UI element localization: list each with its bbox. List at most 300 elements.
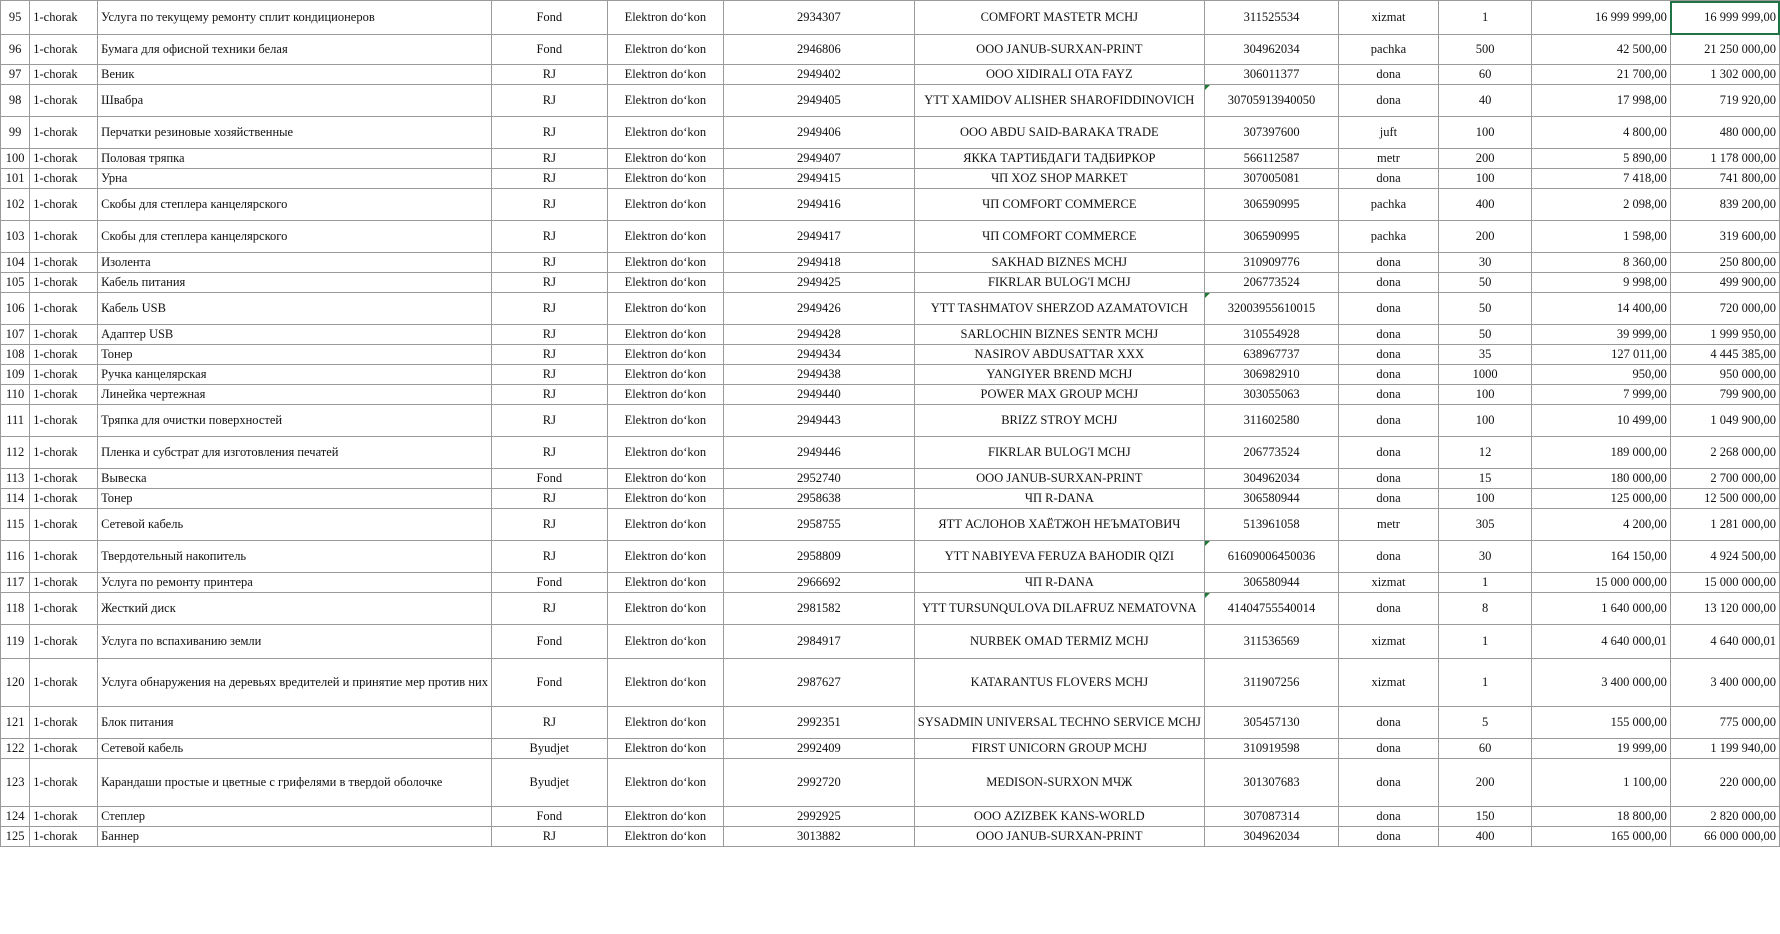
row-number-cell[interactable]: 125	[1, 827, 30, 847]
period-cell[interactable]: 1-chorak	[30, 509, 98, 541]
row-number-cell[interactable]: 95	[1, 1, 30, 35]
supplier-cell[interactable]: FIKRLAR BULOG'I MCHJ	[914, 273, 1204, 293]
tax-id-cell[interactable]: 310919598	[1204, 739, 1338, 759]
item-name-cell[interactable]: Блок питания	[98, 707, 492, 739]
item-name-cell[interactable]: Вывеска	[98, 469, 492, 489]
quantity-cell[interactable]: 100	[1438, 385, 1532, 405]
unit-price-cell[interactable]: 7 418,00	[1532, 169, 1671, 189]
contract-number-cell[interactable]: 2984917	[724, 625, 915, 659]
row-number-cell[interactable]: 106	[1, 293, 30, 325]
row-number-cell[interactable]: 119	[1, 625, 30, 659]
contract-number-cell[interactable]: 2949416	[724, 189, 915, 221]
procurement-method-cell[interactable]: Elektron do‘kon	[607, 489, 723, 509]
row-number-cell[interactable]: 107	[1, 325, 30, 345]
row-number-cell[interactable]: 105	[1, 273, 30, 293]
supplier-cell[interactable]: KATARANTUS FLOVERS MCHJ	[914, 659, 1204, 707]
contract-number-cell[interactable]: 2949425	[724, 273, 915, 293]
quantity-cell[interactable]: 12	[1438, 437, 1532, 469]
procurement-method-cell[interactable]: Elektron do‘kon	[607, 707, 723, 739]
procurement-method-cell[interactable]: Elektron do‘kon	[607, 221, 723, 253]
item-name-cell[interactable]: Жесткий диск	[98, 593, 492, 625]
total-amount-cell[interactable]: 1 281 000,00	[1670, 509, 1779, 541]
tax-id-cell[interactable]: 310909776	[1204, 253, 1338, 273]
funding-source-cell[interactable]: RJ	[491, 65, 607, 85]
unit-cell[interactable]: dona	[1339, 85, 1439, 117]
period-cell[interactable]: 1-chorak	[30, 189, 98, 221]
procurement-method-cell[interactable]: Elektron do‘kon	[607, 593, 723, 625]
period-cell[interactable]: 1-chorak	[30, 659, 98, 707]
contract-number-cell[interactable]: 2992351	[724, 707, 915, 739]
supplier-cell[interactable]: YANGIYER BREND MCHJ	[914, 365, 1204, 385]
contract-number-cell[interactable]: 2949446	[724, 437, 915, 469]
supplier-cell[interactable]: YTT XAMIDOV ALISHER SHAROFIDDINOVICH	[914, 85, 1204, 117]
unit-price-cell[interactable]: 4 800,00	[1532, 117, 1671, 149]
contract-number-cell[interactable]: 2946806	[724, 35, 915, 65]
tax-id-cell[interactable]: 311525534	[1204, 1, 1338, 35]
period-cell[interactable]: 1-chorak	[30, 593, 98, 625]
procurement-method-cell[interactable]: Elektron do‘kon	[607, 573, 723, 593]
period-cell[interactable]: 1-chorak	[30, 117, 98, 149]
quantity-cell[interactable]: 500	[1438, 35, 1532, 65]
quantity-cell[interactable]: 35	[1438, 345, 1532, 365]
unit-price-cell[interactable]: 125 000,00	[1532, 489, 1671, 509]
total-amount-cell[interactable]: 839 200,00	[1670, 189, 1779, 221]
tax-id-cell[interactable]: 306590995	[1204, 189, 1338, 221]
procurement-method-cell[interactable]: Elektron do‘kon	[607, 405, 723, 437]
unit-cell[interactable]: pachka	[1339, 35, 1439, 65]
unit-price-cell[interactable]: 14 400,00	[1532, 293, 1671, 325]
row-number-cell[interactable]: 122	[1, 739, 30, 759]
contract-number-cell[interactable]: 2949402	[724, 65, 915, 85]
contract-number-cell[interactable]: 2949434	[724, 345, 915, 365]
item-name-cell[interactable]: Кабель питания	[98, 273, 492, 293]
item-name-cell[interactable]: Услуга по ремонту принтера	[98, 573, 492, 593]
unit-cell[interactable]: metr	[1339, 509, 1439, 541]
total-amount-cell[interactable]: 950 000,00	[1670, 365, 1779, 385]
period-cell[interactable]: 1-chorak	[30, 541, 98, 573]
supplier-cell[interactable]: SARLOCHIN BIZNES SENTR MCHJ	[914, 325, 1204, 345]
quantity-cell[interactable]: 1	[1438, 1, 1532, 35]
unit-price-cell[interactable]: 4 200,00	[1532, 509, 1671, 541]
row-number-cell[interactable]: 111	[1, 405, 30, 437]
total-amount-cell[interactable]: 719 920,00	[1670, 85, 1779, 117]
period-cell[interactable]: 1-chorak	[30, 1, 98, 35]
total-amount-cell[interactable]: 4 640 000,01	[1670, 625, 1779, 659]
unit-price-cell[interactable]: 39 999,00	[1532, 325, 1671, 345]
procurement-method-cell[interactable]: Elektron do‘kon	[607, 253, 723, 273]
supplier-cell[interactable]: YTT TASHMATOV SHERZOD AZAMATOVICH	[914, 293, 1204, 325]
supplier-cell[interactable]: ЧП COMFORT COMMERCE	[914, 189, 1204, 221]
unit-cell[interactable]: dona	[1339, 469, 1439, 489]
procurement-method-cell[interactable]: Elektron do‘kon	[607, 325, 723, 345]
contract-number-cell[interactable]: 2949407	[724, 149, 915, 169]
unit-cell[interactable]: dona	[1339, 405, 1439, 437]
quantity-cell[interactable]: 1	[1438, 659, 1532, 707]
tax-id-cell[interactable]: 306982910	[1204, 365, 1338, 385]
contract-number-cell[interactable]: 2949440	[724, 385, 915, 405]
quantity-cell[interactable]: 100	[1438, 489, 1532, 509]
row-number-cell[interactable]: 117	[1, 573, 30, 593]
tax-id-cell[interactable]: 566112587	[1204, 149, 1338, 169]
unit-cell[interactable]: dona	[1339, 253, 1439, 273]
quantity-cell[interactable]: 1	[1438, 573, 1532, 593]
row-number-cell[interactable]: 112	[1, 437, 30, 469]
total-amount-cell[interactable]: 66 000 000,00	[1670, 827, 1779, 847]
unit-cell[interactable]: dona	[1339, 807, 1439, 827]
total-amount-cell[interactable]: 741 800,00	[1670, 169, 1779, 189]
item-name-cell[interactable]: Урна	[98, 169, 492, 189]
quantity-cell[interactable]: 30	[1438, 253, 1532, 273]
tax-id-cell[interactable]: 301307683	[1204, 759, 1338, 807]
period-cell[interactable]: 1-chorak	[30, 405, 98, 437]
period-cell[interactable]: 1-chorak	[30, 707, 98, 739]
procurement-method-cell[interactable]: Elektron do‘kon	[607, 149, 723, 169]
unit-cell[interactable]: pachka	[1339, 189, 1439, 221]
unit-price-cell[interactable]: 950,00	[1532, 365, 1671, 385]
item-name-cell[interactable]: Изолента	[98, 253, 492, 273]
item-name-cell[interactable]: Тряпка для очистки поверхностей	[98, 405, 492, 437]
item-name-cell[interactable]: Половая тряпка	[98, 149, 492, 169]
tax-id-cell[interactable]: 307397600	[1204, 117, 1338, 149]
quantity-cell[interactable]: 100	[1438, 405, 1532, 437]
funding-source-cell[interactable]: RJ	[491, 509, 607, 541]
period-cell[interactable]: 1-chorak	[30, 293, 98, 325]
period-cell[interactable]: 1-chorak	[30, 437, 98, 469]
funding-source-cell[interactable]: RJ	[491, 221, 607, 253]
contract-number-cell[interactable]: 2949443	[724, 405, 915, 437]
total-amount-cell[interactable]: 15 000 000,00	[1670, 573, 1779, 593]
item-name-cell[interactable]: Услуга обнаружения на деревьях вредителей и принятие мер против них	[98, 659, 492, 707]
unit-cell[interactable]: xizmat	[1339, 1, 1439, 35]
total-amount-cell[interactable]: 1 199 940,00	[1670, 739, 1779, 759]
row-number-cell[interactable]: 101	[1, 169, 30, 189]
total-amount-cell[interactable]: 12 500 000,00	[1670, 489, 1779, 509]
item-name-cell[interactable]: Степлер	[98, 807, 492, 827]
tax-id-cell[interactable]: 304962034	[1204, 35, 1338, 65]
unit-cell[interactable]: xizmat	[1339, 625, 1439, 659]
unit-price-cell[interactable]: 42 500,00	[1532, 35, 1671, 65]
funding-source-cell[interactable]: Fond	[491, 35, 607, 65]
procurement-method-cell[interactable]: Elektron do‘kon	[607, 469, 723, 489]
supplier-cell[interactable]: ЯККА ТАРТИБДАГИ ТАДБИРКОР	[914, 149, 1204, 169]
contract-number-cell[interactable]: 2981582	[724, 593, 915, 625]
unit-cell[interactable]: dona	[1339, 437, 1439, 469]
funding-source-cell[interactable]: RJ	[491, 437, 607, 469]
period-cell[interactable]: 1-chorak	[30, 759, 98, 807]
unit-cell[interactable]: dona	[1339, 489, 1439, 509]
funding-source-cell[interactable]: RJ	[491, 117, 607, 149]
period-cell[interactable]: 1-chorak	[30, 365, 98, 385]
funding-source-cell[interactable]: Fond	[491, 469, 607, 489]
total-amount-cell[interactable]: 3 400 000,00	[1670, 659, 1779, 707]
funding-source-cell[interactable]: Fond	[491, 1, 607, 35]
row-number-cell[interactable]: 104	[1, 253, 30, 273]
supplier-cell[interactable]: ООО JANUB-SURXAN-PRINT	[914, 35, 1204, 65]
funding-source-cell[interactable]: RJ	[491, 253, 607, 273]
procurement-method-cell[interactable]: Elektron do‘kon	[607, 739, 723, 759]
unit-price-cell[interactable]: 19 999,00	[1532, 739, 1671, 759]
quantity-cell[interactable]: 150	[1438, 807, 1532, 827]
quantity-cell[interactable]: 40	[1438, 85, 1532, 117]
funding-source-cell[interactable]: Fond	[491, 625, 607, 659]
unit-cell[interactable]: dona	[1339, 827, 1439, 847]
unit-cell[interactable]: xizmat	[1339, 573, 1439, 593]
item-name-cell[interactable]: Кабель USB	[98, 293, 492, 325]
item-name-cell[interactable]: Бумага для офисной техники белая	[98, 35, 492, 65]
unit-price-cell[interactable]: 155 000,00	[1532, 707, 1671, 739]
procurement-method-cell[interactable]: Elektron do‘kon	[607, 437, 723, 469]
funding-source-cell[interactable]: RJ	[491, 593, 607, 625]
tax-id-cell[interactable]: 306011377	[1204, 65, 1338, 85]
funding-source-cell[interactable]: RJ	[491, 325, 607, 345]
supplier-cell[interactable]: ООО XIDIRALI OTA FAYZ	[914, 65, 1204, 85]
funding-source-cell[interactable]: RJ	[491, 273, 607, 293]
supplier-cell[interactable]: YTT NABIYEVA FERUZA BAHODIR QIZI	[914, 541, 1204, 573]
row-number-cell[interactable]: 124	[1, 807, 30, 827]
item-name-cell[interactable]: Адаптер USB	[98, 325, 492, 345]
supplier-cell[interactable]: ЧП COMFORT COMMERCE	[914, 221, 1204, 253]
tax-id-cell[interactable]: 303055063	[1204, 385, 1338, 405]
row-number-cell[interactable]: 114	[1, 489, 30, 509]
tax-id-cell[interactable]: 306580944	[1204, 489, 1338, 509]
row-number-cell[interactable]: 113	[1, 469, 30, 489]
procurement-method-cell[interactable]: Elektron do‘kon	[607, 759, 723, 807]
tax-id-cell[interactable]: 311907256	[1204, 659, 1338, 707]
unit-price-cell[interactable]: 15 000 000,00	[1532, 573, 1671, 593]
row-number-cell[interactable]: 108	[1, 345, 30, 365]
supplier-cell[interactable]: ООО JANUB-SURXAN-PRINT	[914, 469, 1204, 489]
period-cell[interactable]: 1-chorak	[30, 65, 98, 85]
funding-source-cell[interactable]: RJ	[491, 169, 607, 189]
tax-id-cell[interactable]: 32003955610015	[1204, 293, 1338, 325]
period-cell[interactable]: 1-chorak	[30, 253, 98, 273]
total-amount-cell[interactable]: 16 999 999,00	[1670, 1, 1779, 35]
tax-id-cell[interactable]: 61609006450036	[1204, 541, 1338, 573]
tax-id-cell[interactable]: 513961058	[1204, 509, 1338, 541]
procurement-method-cell[interactable]: Elektron do‘kon	[607, 85, 723, 117]
funding-source-cell[interactable]: RJ	[491, 189, 607, 221]
quantity-cell[interactable]: 1000	[1438, 365, 1532, 385]
supplier-cell[interactable]: ООО ABDU SAID-BARAKA TRADE	[914, 117, 1204, 149]
procurement-method-cell[interactable]: Elektron do‘kon	[607, 35, 723, 65]
period-cell[interactable]: 1-chorak	[30, 469, 98, 489]
item-name-cell[interactable]: Сетевой кабель	[98, 739, 492, 759]
unit-cell[interactable]: pachka	[1339, 221, 1439, 253]
unit-cell[interactable]: dona	[1339, 385, 1439, 405]
procurement-method-cell[interactable]: Elektron do‘kon	[607, 365, 723, 385]
procurement-method-cell[interactable]: Elektron do‘kon	[607, 273, 723, 293]
total-amount-cell[interactable]: 4 924 500,00	[1670, 541, 1779, 573]
supplier-cell[interactable]: SAKHAD BIZNES MCHJ	[914, 253, 1204, 273]
contract-number-cell[interactable]: 2992925	[724, 807, 915, 827]
funding-source-cell[interactable]: Fond	[491, 659, 607, 707]
total-amount-cell[interactable]: 499 900,00	[1670, 273, 1779, 293]
quantity-cell[interactable]: 60	[1438, 739, 1532, 759]
procurement-method-cell[interactable]: Elektron do‘kon	[607, 169, 723, 189]
row-number-cell[interactable]: 110	[1, 385, 30, 405]
row-number-cell[interactable]: 120	[1, 659, 30, 707]
unit-cell[interactable]: xizmat	[1339, 659, 1439, 707]
item-name-cell[interactable]: Пленка и субстрат для изготовления печатей	[98, 437, 492, 469]
supplier-cell[interactable]: ООО JANUB-SURXAN-PRINT	[914, 827, 1204, 847]
supplier-cell[interactable]: ЧП R-DANA	[914, 489, 1204, 509]
supplier-cell[interactable]: COMFORT MASTETR MCHJ	[914, 1, 1204, 35]
contract-number-cell[interactable]: 2934307	[724, 1, 915, 35]
period-cell[interactable]: 1-chorak	[30, 85, 98, 117]
unit-price-cell[interactable]: 180 000,00	[1532, 469, 1671, 489]
funding-source-cell[interactable]: Byudjet	[491, 739, 607, 759]
quantity-cell[interactable]: 15	[1438, 469, 1532, 489]
unit-cell[interactable]: dona	[1339, 293, 1439, 325]
period-cell[interactable]: 1-chorak	[30, 739, 98, 759]
quantity-cell[interactable]: 100	[1438, 117, 1532, 149]
tax-id-cell[interactable]: 304962034	[1204, 827, 1338, 847]
supplier-cell[interactable]: MEDISON-SURXON МЧЖ	[914, 759, 1204, 807]
funding-source-cell[interactable]: Fond	[491, 573, 607, 593]
procurement-method-cell[interactable]: Elektron do‘kon	[607, 385, 723, 405]
unit-price-cell[interactable]: 7 999,00	[1532, 385, 1671, 405]
funding-source-cell[interactable]: RJ	[491, 405, 607, 437]
procurement-method-cell[interactable]: Elektron do‘kon	[607, 65, 723, 85]
total-amount-cell[interactable]: 775 000,00	[1670, 707, 1779, 739]
quantity-cell[interactable]: 100	[1438, 169, 1532, 189]
total-amount-cell[interactable]: 1 178 000,00	[1670, 149, 1779, 169]
total-amount-cell[interactable]: 2 820 000,00	[1670, 807, 1779, 827]
procurement-method-cell[interactable]: Elektron do‘kon	[607, 117, 723, 149]
item-name-cell[interactable]: Услуга по текущему ремонту сплит кондиционеров	[98, 1, 492, 35]
period-cell[interactable]: 1-chorak	[30, 827, 98, 847]
unit-price-cell[interactable]: 17 998,00	[1532, 85, 1671, 117]
row-number-cell[interactable]: 96	[1, 35, 30, 65]
contract-number-cell[interactable]: 2949428	[724, 325, 915, 345]
item-name-cell[interactable]: Услуга по вспахиванию земли	[98, 625, 492, 659]
tax-id-cell[interactable]: 206773524	[1204, 273, 1338, 293]
contract-number-cell[interactable]: 2966692	[724, 573, 915, 593]
unit-price-cell[interactable]: 1 640 000,00	[1532, 593, 1671, 625]
row-number-cell[interactable]: 100	[1, 149, 30, 169]
item-name-cell[interactable]: Сетевой кабель	[98, 509, 492, 541]
total-amount-cell[interactable]: 1 999 950,00	[1670, 325, 1779, 345]
funding-source-cell[interactable]: Byudjet	[491, 759, 607, 807]
funding-source-cell[interactable]: RJ	[491, 827, 607, 847]
period-cell[interactable]: 1-chorak	[30, 385, 98, 405]
period-cell[interactable]: 1-chorak	[30, 273, 98, 293]
total-amount-cell[interactable]: 4 445 385,00	[1670, 345, 1779, 365]
quantity-cell[interactable]: 200	[1438, 759, 1532, 807]
period-cell[interactable]: 1-chorak	[30, 489, 98, 509]
quantity-cell[interactable]: 200	[1438, 221, 1532, 253]
contract-number-cell[interactable]: 2958755	[724, 509, 915, 541]
period-cell[interactable]: 1-chorak	[30, 325, 98, 345]
unit-cell[interactable]: metr	[1339, 149, 1439, 169]
row-number-cell[interactable]: 98	[1, 85, 30, 117]
contract-number-cell[interactable]: 2992409	[724, 739, 915, 759]
unit-price-cell[interactable]: 18 800,00	[1532, 807, 1671, 827]
period-cell[interactable]: 1-chorak	[30, 345, 98, 365]
item-name-cell[interactable]: Перчатки резиновые хозяйственные	[98, 117, 492, 149]
unit-cell[interactable]: dona	[1339, 365, 1439, 385]
procurement-method-cell[interactable]: Elektron do‘kon	[607, 625, 723, 659]
supplier-cell[interactable]: NURBEK OMAD TERMIZ MCHJ	[914, 625, 1204, 659]
funding-source-cell[interactable]: RJ	[491, 293, 607, 325]
contract-number-cell[interactable]: 2949406	[724, 117, 915, 149]
funding-source-cell[interactable]: RJ	[491, 345, 607, 365]
unit-cell[interactable]: dona	[1339, 759, 1439, 807]
quantity-cell[interactable]: 30	[1438, 541, 1532, 573]
row-number-cell[interactable]: 103	[1, 221, 30, 253]
total-amount-cell[interactable]: 319 600,00	[1670, 221, 1779, 253]
procurement-method-cell[interactable]: Elektron do‘kon	[607, 541, 723, 573]
unit-cell[interactable]: dona	[1339, 541, 1439, 573]
funding-source-cell[interactable]: RJ	[491, 541, 607, 573]
unit-price-cell[interactable]: 1 598,00	[1532, 221, 1671, 253]
quantity-cell[interactable]: 200	[1438, 149, 1532, 169]
item-name-cell[interactable]: Баннер	[98, 827, 492, 847]
unit-cell[interactable]: dona	[1339, 325, 1439, 345]
row-number-cell[interactable]: 121	[1, 707, 30, 739]
row-number-cell[interactable]: 118	[1, 593, 30, 625]
tax-id-cell[interactable]: 30705913940050	[1204, 85, 1338, 117]
total-amount-cell[interactable]: 2 268 000,00	[1670, 437, 1779, 469]
item-name-cell[interactable]: Веник	[98, 65, 492, 85]
row-number-cell[interactable]: 115	[1, 509, 30, 541]
period-cell[interactable]: 1-chorak	[30, 149, 98, 169]
unit-price-cell[interactable]: 8 360,00	[1532, 253, 1671, 273]
period-cell[interactable]: 1-chorak	[30, 573, 98, 593]
quantity-cell[interactable]: 400	[1438, 827, 1532, 847]
total-amount-cell[interactable]: 720 000,00	[1670, 293, 1779, 325]
supplier-cell[interactable]: ЧП R-DANA	[914, 573, 1204, 593]
item-name-cell[interactable]: Тонер	[98, 489, 492, 509]
supplier-cell[interactable]: POWER MAX GROUP MCHJ	[914, 385, 1204, 405]
unit-price-cell[interactable]: 165 000,00	[1532, 827, 1671, 847]
unit-price-cell[interactable]: 21 700,00	[1532, 65, 1671, 85]
supplier-cell[interactable]: FIKRLAR BULOG'I MCHJ	[914, 437, 1204, 469]
unit-cell[interactable]: dona	[1339, 65, 1439, 85]
unit-price-cell[interactable]: 5 890,00	[1532, 149, 1671, 169]
tax-id-cell[interactable]: 206773524	[1204, 437, 1338, 469]
procurement-method-cell[interactable]: Elektron do‘kon	[607, 659, 723, 707]
total-amount-cell[interactable]: 799 900,00	[1670, 385, 1779, 405]
quantity-cell[interactable]: 1	[1438, 625, 1532, 659]
row-number-cell[interactable]: 99	[1, 117, 30, 149]
unit-price-cell[interactable]: 164 150,00	[1532, 541, 1671, 573]
item-name-cell[interactable]: Скобы для степлера канцелярского	[98, 221, 492, 253]
supplier-cell[interactable]: FIRST UNICORN GROUP MCHJ	[914, 739, 1204, 759]
total-amount-cell[interactable]: 13 120 000,00	[1670, 593, 1779, 625]
total-amount-cell[interactable]: 220 000,00	[1670, 759, 1779, 807]
item-name-cell[interactable]: Карандаши простые и цветные с грифелями в твердой оболочке	[98, 759, 492, 807]
row-number-cell[interactable]: 109	[1, 365, 30, 385]
total-amount-cell[interactable]: 250 800,00	[1670, 253, 1779, 273]
unit-cell[interactable]: juft	[1339, 117, 1439, 149]
tax-id-cell[interactable]: 638967737	[1204, 345, 1338, 365]
funding-source-cell[interactable]: RJ	[491, 489, 607, 509]
procurement-method-cell[interactable]: Elektron do‘kon	[607, 827, 723, 847]
funding-source-cell[interactable]: RJ	[491, 385, 607, 405]
unit-price-cell[interactable]: 16 999 999,00	[1532, 1, 1671, 35]
tax-id-cell[interactable]: 311602580	[1204, 405, 1338, 437]
unit-price-cell[interactable]: 1 100,00	[1532, 759, 1671, 807]
unit-price-cell[interactable]: 10 499,00	[1532, 405, 1671, 437]
contract-number-cell[interactable]: 2949426	[724, 293, 915, 325]
quantity-cell[interactable]: 50	[1438, 273, 1532, 293]
period-cell[interactable]: 1-chorak	[30, 221, 98, 253]
contract-number-cell[interactable]: 2949438	[724, 365, 915, 385]
contract-number-cell[interactable]: 2949418	[724, 253, 915, 273]
quantity-cell[interactable]: 50	[1438, 325, 1532, 345]
supplier-cell[interactable]: NASIROV ABDUSATTAR XXX	[914, 345, 1204, 365]
